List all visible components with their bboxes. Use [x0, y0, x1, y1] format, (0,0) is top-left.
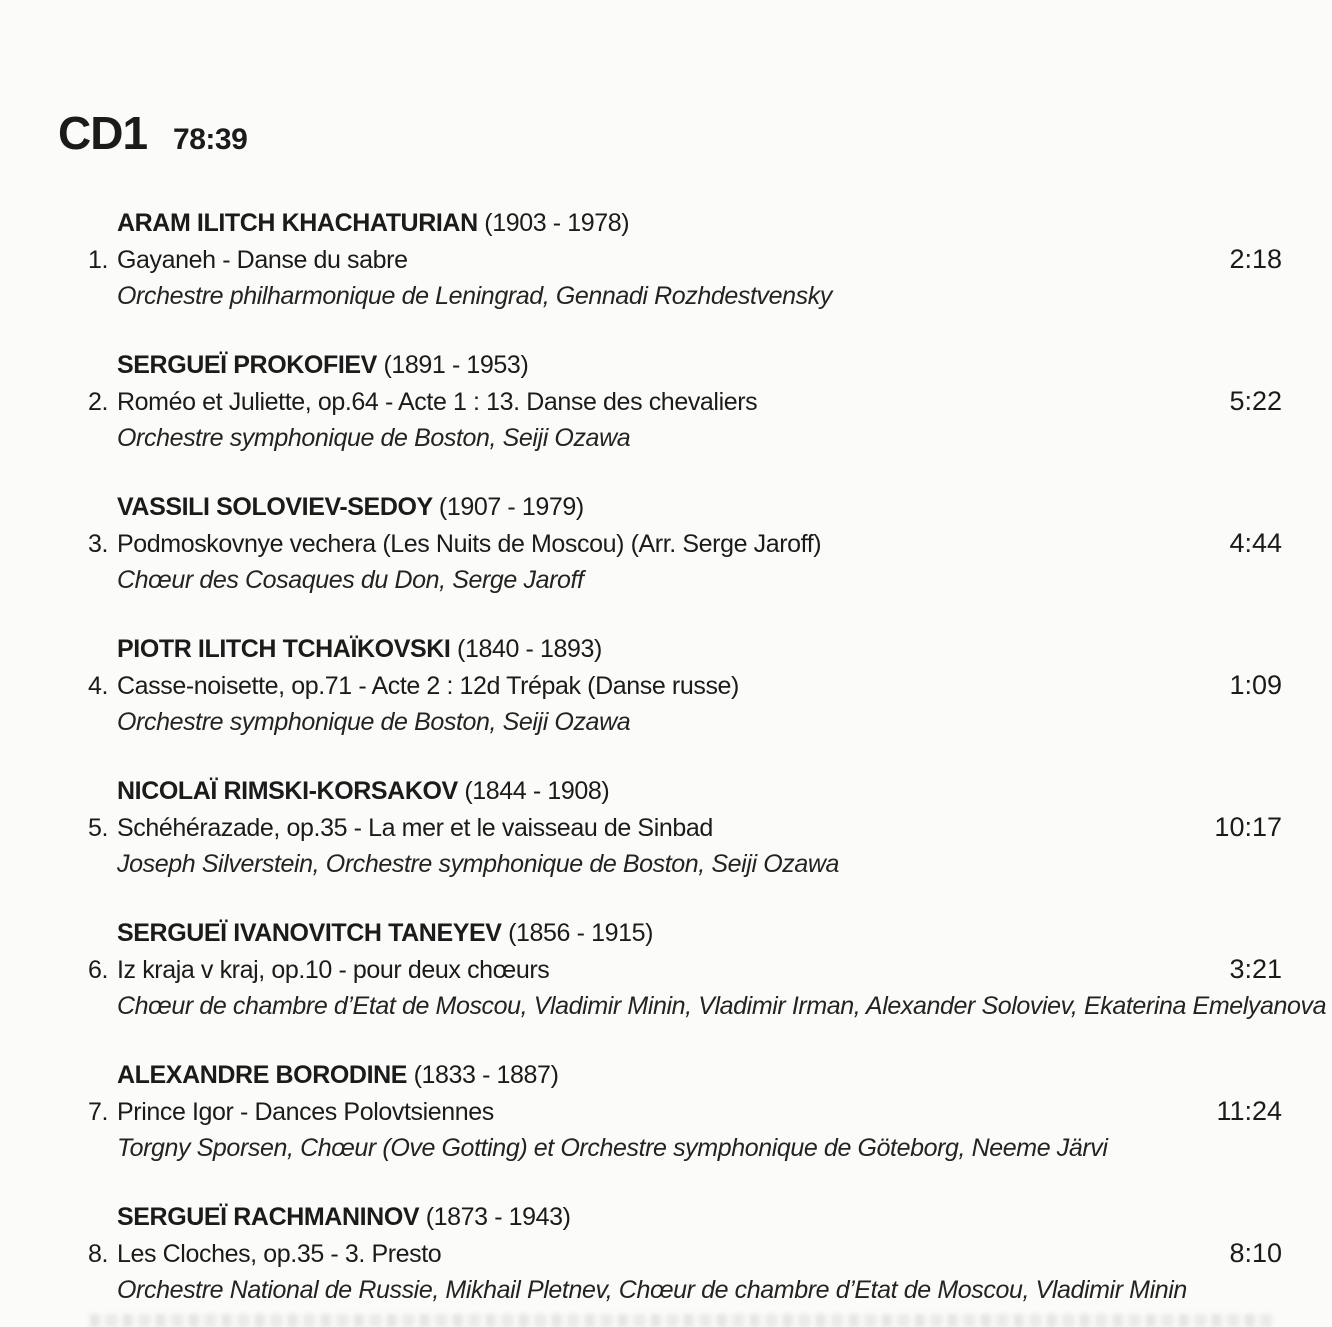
track-number: 4. [88, 672, 109, 700]
track-block [88, 1057, 1282, 1165]
track-block [88, 1199, 1282, 1307]
composer-line [88, 915, 1282, 951]
track-title: Podmoskovnye vechera (Les Nuits de Moscou) (Arr. Serge Jaroff) [117, 530, 822, 558]
track-number: 5. [88, 814, 109, 842]
composer-name: SERGUEÏ IVANOVITCH TANEYEV [117, 919, 502, 947]
composer-name: ALEXANDRE BORODINE [117, 1061, 408, 1089]
track-title-row [88, 951, 1282, 988]
performers-line: Orchestre National de Russie, Mikhail Pletnev, Chœur de chambre d’Etat de Moscou, Vladimir Minin [117, 1276, 1187, 1304]
track-block [88, 489, 1282, 597]
composer-line [88, 1057, 1282, 1093]
composer-dates: (1907 - 1979) [438, 493, 584, 521]
composer-dates: (1873 - 1943) [425, 1203, 571, 1231]
track-title-row [88, 525, 1282, 562]
track-block [88, 631, 1282, 739]
track-title-row [88, 1093, 1282, 1130]
track-title-row [88, 667, 1282, 704]
track-duration: 8:10 [1229, 1238, 1282, 1268]
track-block [88, 205, 1282, 313]
disc-label: CD1 [58, 107, 148, 159]
composer-name: ARAM ILITCH KHACHATURIAN [117, 209, 478, 237]
composer-dates: (1856 - 1915) [508, 919, 654, 947]
performers-line: Orchestre philharmonique de Leningrad, Gennadi Rozhdestvensky [117, 282, 832, 310]
performers-line: Joseph Silverstein, Orchestre symphonique de Boston, Seiji Ozawa [117, 850, 839, 878]
track-number: 7. [88, 1098, 109, 1126]
track-duration: 1:09 [1229, 670, 1282, 700]
page-bottom-scan-artifact [90, 1314, 1272, 1327]
composer-dates: (1903 - 1978) [484, 209, 630, 237]
track-number: 3. [88, 530, 109, 558]
track-number: 1. [88, 246, 109, 274]
composer-dates: (1891 - 1953) [383, 351, 529, 379]
composer-line [88, 489, 1282, 525]
track-block [88, 773, 1282, 881]
performers-line: Chœur de chambre d’Etat de Moscou, Vladimir Minin, Vladimir Irman, Alexander Soloviev, Ekaterina Emelyanova [117, 992, 1327, 1020]
track-title: Les Cloches, op.35 - 3. Presto [117, 1240, 442, 1268]
performers-line: Chœur des Cosaques du Don, Serge Jaroff [117, 566, 584, 594]
track-title: Schéhérazade, op.35 - La mer et le vaisseau de Sinbad [117, 814, 713, 842]
track-title: Gayaneh - Danse du sabre [117, 246, 408, 274]
track-title-row [88, 383, 1282, 420]
track-title: Prince Igor - Dances Polovtsiennes [117, 1098, 494, 1126]
performers-line: Orchestre symphonique de Boston, Seiji Ozawa [117, 424, 631, 452]
track-title: Casse-noisette, op.71 - Acte 2 : 12d Trépak (Danse russe) [117, 672, 739, 700]
track-duration: 5:22 [1229, 386, 1282, 416]
track-duration: 11:24 [1216, 1096, 1282, 1126]
track-number: 8. [88, 1240, 109, 1268]
composer-line [88, 773, 1282, 809]
composer-name: NICOLAÏ RIMSKI-KORSAKOV [117, 777, 458, 805]
track-title-row [88, 1235, 1282, 1272]
composer-line [88, 1199, 1282, 1235]
composer-line [88, 631, 1282, 667]
performers-line: Orchestre symphonique de Boston, Seiji Ozawa [117, 708, 631, 736]
composer-dates: (1833 - 1887) [413, 1061, 559, 1089]
track-number: 2. [88, 388, 109, 416]
disc-total-time: 78:39 [173, 123, 248, 156]
composer-line [88, 205, 1282, 241]
composer-dates: (1844 - 1908) [464, 777, 610, 805]
track-duration: 3:21 [1229, 954, 1282, 984]
track-title-row [88, 241, 1282, 278]
track-duration: 10:17 [1214, 812, 1282, 842]
composer-name: SERGUEÏ RACHMANINOV [117, 1203, 420, 1231]
composer-name: SERGUEÏ PROKOFIEV [117, 351, 377, 379]
composer-line [88, 347, 1282, 383]
track-duration: 2:18 [1229, 244, 1282, 274]
track-title-row [88, 809, 1282, 846]
track-title: Iz kraja v kraj, op.10 - pour deux chœurs [117, 956, 550, 984]
track-duration: 4:44 [1229, 528, 1282, 558]
composer-name: PIOTR ILITCH TCHAÏKOVSKI [117, 635, 451, 663]
track-block [88, 915, 1327, 1023]
disc-header [58, 106, 247, 160]
track-list [88, 205, 1327, 1327]
track-title: Roméo et Juliette, op.64 - Acte 1 : 13. Danse des chevaliers [117, 388, 758, 416]
composer-name: VASSILI SOLOVIEV-SEDOY [117, 493, 433, 521]
track-block [88, 347, 1282, 455]
composer-dates: (1840 - 1893) [457, 635, 602, 663]
performers-line: Torgny Sporsen, Chœur (Ove Gotting) et Orchestre symphonique de Göteborg, Neeme Järvi [117, 1134, 1108, 1162]
track-number: 6. [88, 956, 109, 984]
